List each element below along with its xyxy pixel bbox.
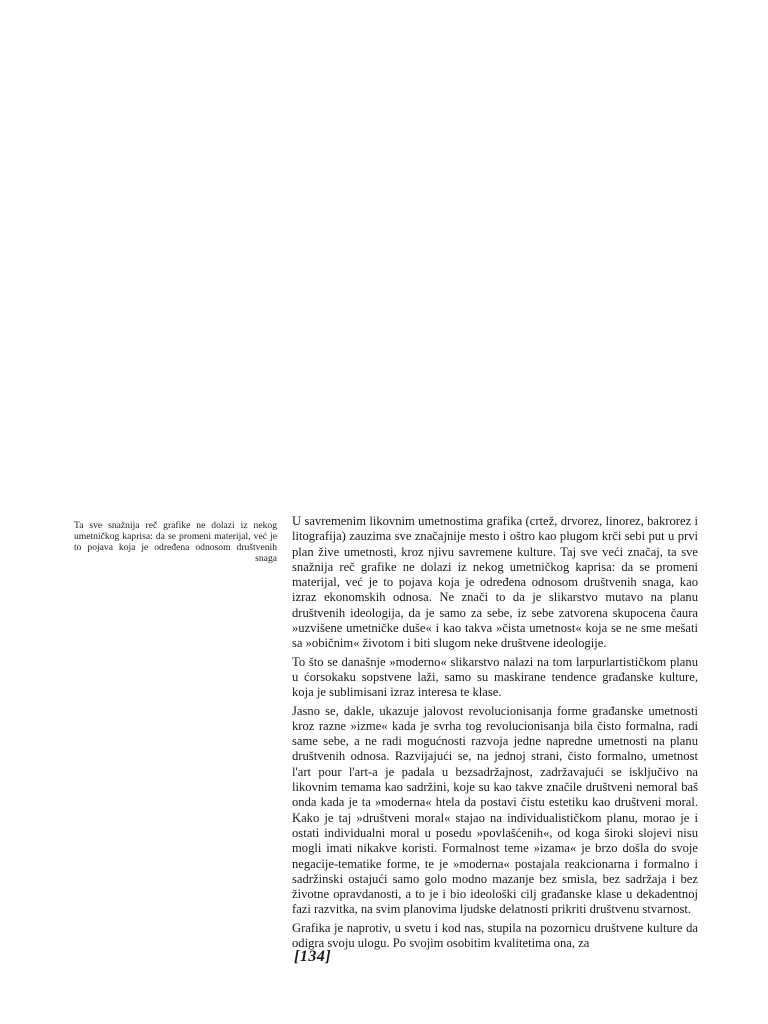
paragraph: Jasno se, dakle, ukazuje jalovost revolucionisanja forme građanske umetnosti kroz razne »izme« kada je svrha tog revolucionisanja bila čisto formalna, radi same sebe, a ne radi mogućnosti razvoja jedne napredne umetnosti na planu društvenih odnosa. Razvijajući se, na jednoj strani, čisto formalno, umetnost l'art pour l'art-a je padala u bezsadržajnost, zadržavajući se isključivo na likovnim temama kao sadržini, koje su kao takve značile društveni nemoral baš onda kada je ta »moderna« htela da postavi čistu estetiku kao društveni moral. Kako je taj »društveni moral« stajao na individualističkom planu, morao je i ostati individualni moral u posedu »povlašćenih«, od koga široki slojevi nisu mogli imati nikakve koristi. Formalnost teme »izama« je brzo došla do svoje negacije-tematike forme, te je »moderna« postajala reakcionarna i formalno i sadržinski ostajući samo golo modno mazanje bez smisla, bez sadržaja i bez životne opravdanosti, a to je i bio ideološki cilj građanske klase u dekadentnoj fazi razvitka, na svim planovima ljudske delatnosti prikriti društvenu stvarnost. bbox=[292, 703, 698, 917]
margin-note: Ta sve snažnija reč grafike ne dolazi iz nekog umetničkog kaprisa: da se promeni materijal, već je to pojava koja je određena odnosom društvenih snaga bbox=[74, 520, 277, 564]
main-text-column bbox=[292, 514, 698, 954]
paragraph: Grafika je naprotiv, u svetu i kod nas, stupila na pozornicu društvene kulture da odigra svoju ulogu. Po svojim osobitim kvalitetima ona, za bbox=[292, 920, 698, 951]
paragraph: To što se današnje »moderno« slikarstvo nalazi na tom larpurlartističkom planu u ćorsokaku sopstvene laži, samo su maskirane tendence građanske kulture, koja je sublimisani izraz interesa te klase. bbox=[292, 654, 698, 700]
paragraph: U savremenim likovnim umetnostima grafika (crtež, drvorez, linorez, bakrorez i litografija) zauzima sve značajnije mesto i oštro kao plugom krči sebi put u prvi plan žive umetnosti, kroz njivu savremene kulture. Taj sve veći značaj, ta sve snažnija reč grafike ne dolazi iz nekog umetničkog kaprisa: da se promeni materijal, već je to pojava koja je određena odnosom društvenih snaga, kao izraz ekonomskih odnosa. Ne znači to da je slikarstvo mutavo na planu društvenih ideologija, da je samo za sebe, iz sebe zatvorena skupocena čaura »uzvišene umetničke duše« i kao takva »čista umetnost« koja se ne sme mešati sa »običnim« životom i biti slugom neke društvene ideologije. bbox=[292, 514, 698, 651]
page-number: [134] bbox=[294, 948, 332, 965]
